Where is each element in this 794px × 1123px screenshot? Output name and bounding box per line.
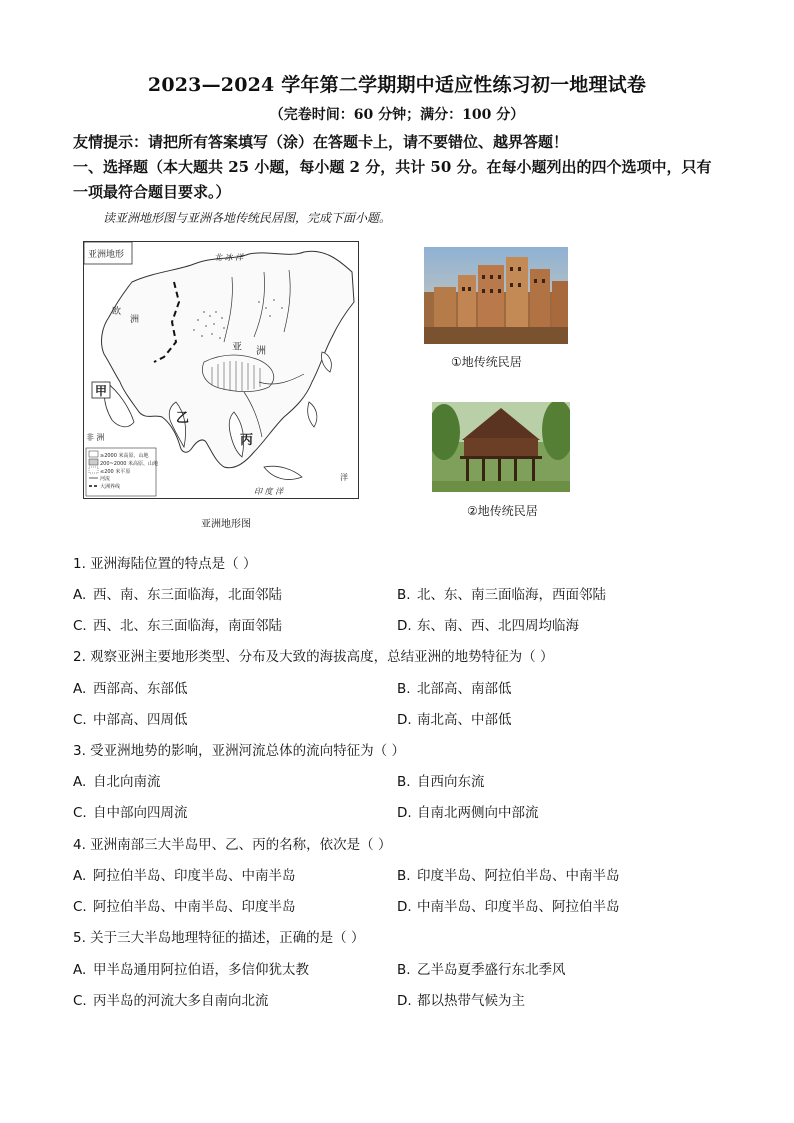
legend-item-5: 大洲界线 xyxy=(100,484,121,490)
q3-option-a[interactable] xyxy=(73,770,161,790)
option-label: D. xyxy=(397,805,412,821)
photo1-caption: ①地传统民居 xyxy=(451,355,522,369)
option-label: D. xyxy=(397,618,412,634)
label-europe2: 洲 xyxy=(130,315,140,325)
option-text: 自南北两侧向中部流 xyxy=(417,805,539,821)
q4-option-b[interactable] xyxy=(397,864,620,884)
q4-option-c[interactable] xyxy=(73,895,296,915)
label-europe: 欧 xyxy=(112,307,122,317)
asia-topographic-map xyxy=(83,241,359,499)
option-label: C. xyxy=(73,899,87,915)
option-label: C. xyxy=(73,993,87,1009)
label-asia2: 洲 xyxy=(256,346,266,357)
legend-item-4: 河流 xyxy=(100,476,111,482)
q2-option-a[interactable] xyxy=(73,677,188,697)
section-heading: 一、选择题（本大题共 25 小题，每小题 2 分，共计 50 分。在每小题列出的四个选项中，只有一项最符合题目要求。） xyxy=(73,158,712,201)
map-caption: 亚洲地形图 xyxy=(201,519,251,530)
option-label: B. xyxy=(397,962,411,978)
legend-item-1: ≥2000 米高原、山地 xyxy=(100,453,149,459)
option-text: 乙半岛夏季盛行东北季风 xyxy=(417,962,566,978)
q5-option-b[interactable] xyxy=(397,958,566,978)
q5-option-c[interactable] xyxy=(73,989,269,1009)
map-title: 亚洲地形 xyxy=(88,250,125,260)
q1-option-c[interactable] xyxy=(73,614,282,634)
q4-option-d[interactable] xyxy=(397,895,620,915)
friendly-tip: 友情提示：请把所有答案填写（涂）在答题卡上，请不要错位、越界答题！ xyxy=(73,133,569,151)
q1-option-d[interactable] xyxy=(397,614,579,634)
option-text: 自西向东流 xyxy=(417,774,485,790)
option-text: 自中部向四周流 xyxy=(93,805,188,821)
option-text: 甲半岛通用阿拉伯语，多信仰犹太教 xyxy=(93,962,309,978)
photo-traditional-house-2 xyxy=(432,402,570,492)
option-label: D. xyxy=(397,899,412,915)
exam-title: 2023—2024 学年第二学期期中适应性练习初一地理试卷 xyxy=(147,74,647,96)
option-label: C. xyxy=(73,805,87,821)
option-text: 南北高、中部低 xyxy=(417,712,512,728)
option-text: 西、北、东三面临海，南面邻陆 xyxy=(93,618,282,634)
option-label: C. xyxy=(73,618,87,634)
photo-traditional-house-1 xyxy=(424,247,568,344)
option-text: 中部高、四周低 xyxy=(93,712,188,728)
option-text: 北部高、南部低 xyxy=(417,681,512,697)
label-arctic-ocean: 北 冰 洋 xyxy=(214,253,244,262)
option-label: D. xyxy=(397,993,412,1009)
question-2-stem: 2. 观察亚洲主要地形类型、分布及大致的海拔高度，总结亚洲的地势特征为（ ） xyxy=(73,649,554,665)
intro-text: 读亚洲地形图与亚洲各地传统民居图，完成下面小题。 xyxy=(103,211,392,225)
question-5-stem: 5. 关于三大半岛地理特征的描述，正确的是（ ） xyxy=(73,930,365,946)
option-text: 北、东、南三面临海，西面邻陆 xyxy=(417,587,606,603)
option-text: 阿拉伯半岛、印度半岛、中南半岛 xyxy=(93,868,296,884)
legend-item-3: ≤200 米平原 xyxy=(100,469,131,475)
map-legend xyxy=(86,448,158,496)
photo2-caption: ②地传统民居 xyxy=(467,504,538,518)
label-asia: 亚 xyxy=(232,342,242,353)
q4-option-a[interactable] xyxy=(73,864,296,884)
label-jia: 甲 xyxy=(95,384,108,398)
question-3-stem: 3. 受亚洲地势的影响，亚洲河流总体的流向特征为（ ） xyxy=(73,743,405,759)
option-text: 丙半岛的河流大多自南向北流 xyxy=(93,993,269,1009)
option-text: 西、南、东三面临海，北面邻陆 xyxy=(93,587,282,603)
asia-map-drawing xyxy=(84,242,358,498)
q2-option-b[interactable] xyxy=(397,677,512,697)
legend-item-2: 200~2000 米高原、山地 xyxy=(100,461,159,467)
option-label: C. xyxy=(73,712,87,728)
option-text: 自北向南流 xyxy=(93,774,161,790)
label-pacific: 洋 xyxy=(340,473,348,482)
option-label: A. xyxy=(73,587,87,603)
option-label: A. xyxy=(73,868,87,884)
label-africa: 非 洲 xyxy=(86,433,105,442)
q5-option-d[interactable] xyxy=(397,989,525,1009)
option-label: B. xyxy=(397,868,411,884)
option-text: 阿拉伯半岛、中南半岛、印度半岛 xyxy=(93,899,296,915)
q3-option-d[interactable] xyxy=(397,801,539,821)
exam-subtitle: （完卷时间：60 分钟；满分：100 分） xyxy=(269,107,525,123)
option-text: 印度半岛、阿拉伯半岛、中南半岛 xyxy=(417,868,620,884)
option-label: B. xyxy=(397,774,411,790)
q3-option-b[interactable] xyxy=(397,770,485,790)
option-label: D. xyxy=(397,712,412,728)
q5-option-a[interactable] xyxy=(73,958,309,978)
q2-option-c[interactable] xyxy=(73,708,188,728)
option-label: A. xyxy=(73,681,87,697)
q1-option-b[interactable] xyxy=(397,583,606,603)
label-indian-ocean: 印 度 洋 xyxy=(254,487,284,496)
q1-option-a[interactable] xyxy=(73,583,282,603)
option-text: 东、南、西、北四周均临海 xyxy=(417,618,579,634)
q3-option-c[interactable] xyxy=(73,801,188,821)
option-text: 都以热带气候为主 xyxy=(417,993,525,1009)
option-text: 中南半岛、印度半岛、阿拉伯半岛 xyxy=(417,899,620,915)
label-yi: 乙 xyxy=(176,411,190,426)
option-label: B. xyxy=(397,587,411,603)
label-bing: 丙 xyxy=(240,433,254,448)
q2-option-d[interactable] xyxy=(397,708,512,728)
option-label: A. xyxy=(73,774,87,790)
option-label: A. xyxy=(73,962,87,978)
option-label: B. xyxy=(397,681,411,697)
option-text: 西部高、东部低 xyxy=(93,681,188,697)
question-4-stem: 4. 亚洲南部三大半岛甲、乙、丙的名称，依次是（ ） xyxy=(73,837,392,853)
question-1-stem: 1. 亚洲海陆位置的特点是（ ） xyxy=(73,556,257,572)
